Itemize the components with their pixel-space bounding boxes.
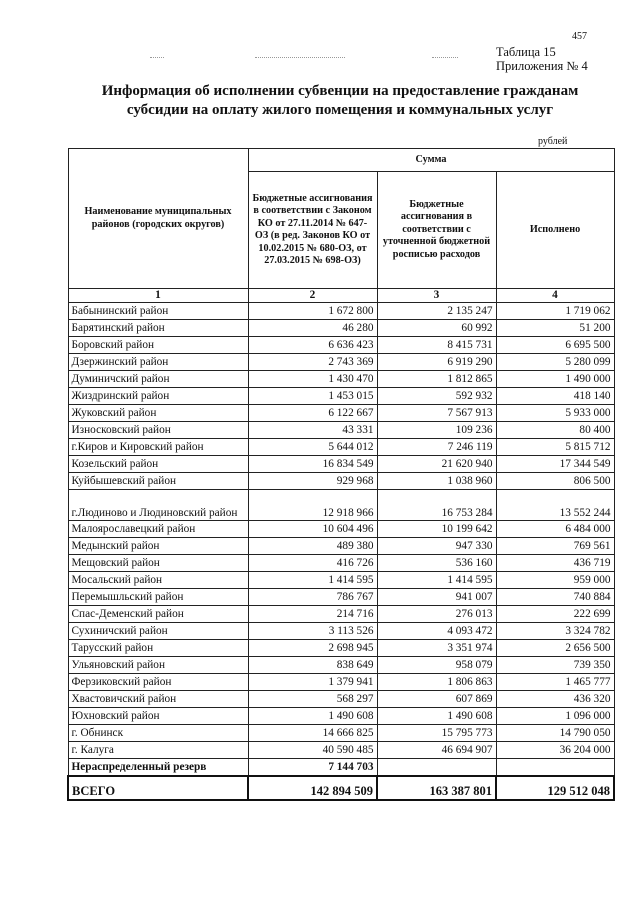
district-name: г.Киров и Кировский район	[68, 439, 248, 456]
executed-value: 436 719	[496, 555, 614, 572]
allocations-budget-value: 46 694 907	[377, 742, 496, 759]
district-name: Ферзиковский район	[68, 674, 248, 691]
table-row	[68, 657, 614, 674]
allocations-law-value: 12 918 966	[248, 490, 377, 521]
executed-value: 51 200	[496, 320, 614, 337]
allocations-budget-value: 947 330	[377, 538, 496, 555]
table-row	[68, 691, 614, 708]
allocations-budget-value: 1 414 595	[377, 572, 496, 589]
subvention-table	[67, 148, 615, 801]
district-name: Боровский район	[68, 337, 248, 354]
district-name: Жиздринский район	[68, 388, 248, 405]
executed-value: 739 350	[496, 657, 614, 674]
table-row	[68, 640, 614, 657]
district-name: Бабынинский район	[68, 303, 248, 320]
executed-value: 740 884	[496, 589, 614, 606]
district-name: Куйбышевский район	[68, 473, 248, 490]
table-row	[68, 473, 614, 490]
executed-value: 6 484 000	[496, 521, 614, 538]
allocations-law-value: 1 430 470	[248, 371, 377, 388]
allocations-budget-value: 10 199 642	[377, 521, 496, 538]
district-name: Козельский район	[68, 456, 248, 473]
allocations-budget-value: 7 567 913	[377, 405, 496, 422]
district-name: Медынский район	[68, 538, 248, 555]
table-row	[68, 725, 614, 742]
district-name: Мещовский район	[68, 555, 248, 572]
allocations-law-value: 1 414 595	[248, 572, 377, 589]
table-row	[68, 337, 614, 354]
column-index: 1	[68, 289, 248, 303]
allocations-budget-value: 16 753 284	[377, 490, 496, 521]
district-name: Малоярославецкий район	[68, 521, 248, 538]
title-line-1: Информация об исполнении субвенции на предоставление гражданам	[101, 83, 579, 99]
district-name: Ульяновский район	[68, 657, 248, 674]
allocations-budget-value: 592 932	[377, 388, 496, 405]
district-name: Дзержинский район	[68, 354, 248, 371]
allocations-budget-value: 276 013	[377, 606, 496, 623]
allocations-budget-value: 15 795 773	[377, 725, 496, 742]
table-row	[68, 572, 614, 589]
district-name: г. Калуга	[68, 742, 248, 759]
column-header-executed: Исполнено	[496, 172, 614, 289]
executed-value: 769 561	[496, 538, 614, 555]
allocations-budget-value: 4 093 472	[377, 623, 496, 640]
allocations-law-value: 46 280	[248, 320, 377, 337]
allocations-law-value: 16 834 549	[248, 456, 377, 473]
table-row	[68, 606, 614, 623]
allocations-law-value: 929 968	[248, 473, 377, 490]
table-row	[68, 742, 614, 759]
table-row	[68, 439, 614, 456]
reserve-allocations-budget	[377, 759, 496, 777]
allocations-budget-value: 109 236	[377, 422, 496, 439]
allocations-law-value: 2 698 945	[248, 640, 377, 657]
table-row	[68, 320, 614, 337]
reserve-allocations-law: 7 144 703	[248, 759, 377, 777]
allocations-law-value: 40 590 485	[248, 742, 377, 759]
allocations-budget-value: 1 812 865	[377, 371, 496, 388]
allocations-budget-value: 3 351 974	[377, 640, 496, 657]
allocations-budget-value: 941 007	[377, 589, 496, 606]
executed-value: 1 096 000	[496, 708, 614, 725]
executed-value: 6 695 500	[496, 337, 614, 354]
allocations-law-value: 2 743 369	[248, 354, 377, 371]
allocations-budget-value: 1 806 863	[377, 674, 496, 691]
allocations-law-value: 1 379 941	[248, 674, 377, 691]
district-name: г.Людиново и Людиновский район	[68, 490, 248, 521]
allocations-budget-value: 536 160	[377, 555, 496, 572]
executed-value: 14 790 050	[496, 725, 614, 742]
executed-value: 13 552 244	[496, 490, 614, 521]
table-row	[68, 354, 614, 371]
allocations-law-value: 3 113 526	[248, 623, 377, 640]
column-header-allocations-budget: Бюджетные ассигнования в соответствии с уточненной бюджетной росписью расходов	[377, 172, 496, 289]
executed-value: 222 699	[496, 606, 614, 623]
allocations-law-value: 838 649	[248, 657, 377, 674]
document-title	[60, 82, 620, 120]
allocations-law-value: 786 767	[248, 589, 377, 606]
allocations-budget-value: 958 079	[377, 657, 496, 674]
allocations-law-value: 14 666 825	[248, 725, 377, 742]
district-name: Тарусский район	[68, 640, 248, 657]
table-row	[68, 371, 614, 388]
table-row	[68, 555, 614, 572]
executed-value: 17 344 549	[496, 456, 614, 473]
allocations-budget-value: 8 415 731	[377, 337, 496, 354]
table-row	[68, 303, 614, 320]
executed-value: 806 500	[496, 473, 614, 490]
executed-value: 3 324 782	[496, 623, 614, 640]
allocations-law-value: 6 122 667	[248, 405, 377, 422]
column-index: 3	[377, 289, 496, 303]
column-header-sum: Сумма	[248, 149, 614, 172]
table-row	[68, 490, 614, 521]
district-name: Юхновский район	[68, 708, 248, 725]
allocations-law-value: 568 297	[248, 691, 377, 708]
scan-artifact	[255, 57, 345, 59]
table-row	[68, 422, 614, 439]
district-name: Жуковский район	[68, 405, 248, 422]
executed-value: 959 000	[496, 572, 614, 589]
executed-value: 5 815 712	[496, 439, 614, 456]
table-row	[68, 405, 614, 422]
allocations-budget-value: 607 869	[377, 691, 496, 708]
allocations-law-value: 214 716	[248, 606, 377, 623]
district-name: Барятинский район	[68, 320, 248, 337]
column-header-name: Наименование муниципальных районов (городских округов)	[68, 149, 248, 289]
scan-artifact	[432, 57, 458, 59]
column-index: 2	[248, 289, 377, 303]
reserve-name: Нераспределенный резерв	[68, 759, 248, 777]
title-line-2: субсидии на оплату жилого помещения и коммунальных услуг	[126, 102, 554, 118]
district-name: Сухиничский район	[68, 623, 248, 640]
allocations-law-value: 5 644 012	[248, 439, 377, 456]
executed-value: 2 656 500	[496, 640, 614, 657]
allocations-budget-value: 7 246 119	[377, 439, 496, 456]
table-row	[68, 521, 614, 538]
page-number: 457	[572, 31, 587, 42]
allocations-law-value: 489 380	[248, 538, 377, 555]
reserve-row	[68, 759, 614, 777]
appendix-label: Приложения № 4	[496, 59, 588, 73]
district-name: Спас-Деменский район	[68, 606, 248, 623]
executed-value: 1 719 062	[496, 303, 614, 320]
district-name: Перемышльский район	[68, 589, 248, 606]
allocations-law-value: 416 726	[248, 555, 377, 572]
executed-value: 5 933 000	[496, 405, 614, 422]
district-name: Хвастовичский район	[68, 691, 248, 708]
allocations-law-value: 6 636 423	[248, 337, 377, 354]
allocations-budget-value: 6 919 290	[377, 354, 496, 371]
scan-artifact	[150, 57, 164, 59]
executed-value: 436 320	[496, 691, 614, 708]
executed-value: 1 490 000	[496, 371, 614, 388]
total-allocations-budget: 163 387 801	[377, 776, 496, 800]
table-label: Таблица 15	[496, 45, 556, 59]
district-name: Думиничский район	[68, 371, 248, 388]
allocations-law-value: 1 672 800	[248, 303, 377, 320]
reserve-executed	[496, 759, 614, 777]
table-row	[68, 456, 614, 473]
executed-value: 36 204 000	[496, 742, 614, 759]
unit-label: рублей	[538, 136, 568, 147]
table-row	[68, 708, 614, 725]
column-header-allocations-law: Бюджетные ассигнования в соответствии с Законом КО от 27.11.2014 № 647-ОЗ (в ред. Законов КО от 10.02.2015 № 680-ОЗ, от 27.03.2015 № 698-ОЗ)	[248, 172, 377, 289]
executed-value: 1 465 777	[496, 674, 614, 691]
allocations-budget-value: 60 992	[377, 320, 496, 337]
table-row	[68, 538, 614, 555]
allocations-budget-value: 2 135 247	[377, 303, 496, 320]
table-caption	[496, 45, 588, 73]
allocations-law-value: 10 604 496	[248, 521, 377, 538]
total-executed: 129 512 048	[496, 776, 614, 800]
executed-value: 80 400	[496, 422, 614, 439]
total-row	[68, 776, 614, 800]
allocations-law-value: 1 453 015	[248, 388, 377, 405]
district-name: г. Обнинск	[68, 725, 248, 742]
column-index: 4	[496, 289, 614, 303]
table-row	[68, 623, 614, 640]
allocations-law-value: 43 331	[248, 422, 377, 439]
total-allocations-law: 142 894 509	[248, 776, 377, 800]
executed-value: 5 280 099	[496, 354, 614, 371]
total-name: ВСЕГО	[68, 776, 248, 800]
table-row	[68, 589, 614, 606]
allocations-budget-value: 1 038 960	[377, 473, 496, 490]
executed-value: 418 140	[496, 388, 614, 405]
district-name: Мосальский район	[68, 572, 248, 589]
allocations-budget-value: 21 620 940	[377, 456, 496, 473]
district-name: Износковский район	[68, 422, 248, 439]
allocations-law-value: 1 490 608	[248, 708, 377, 725]
allocations-budget-value: 1 490 608	[377, 708, 496, 725]
table-row	[68, 388, 614, 405]
table-row	[68, 674, 614, 691]
